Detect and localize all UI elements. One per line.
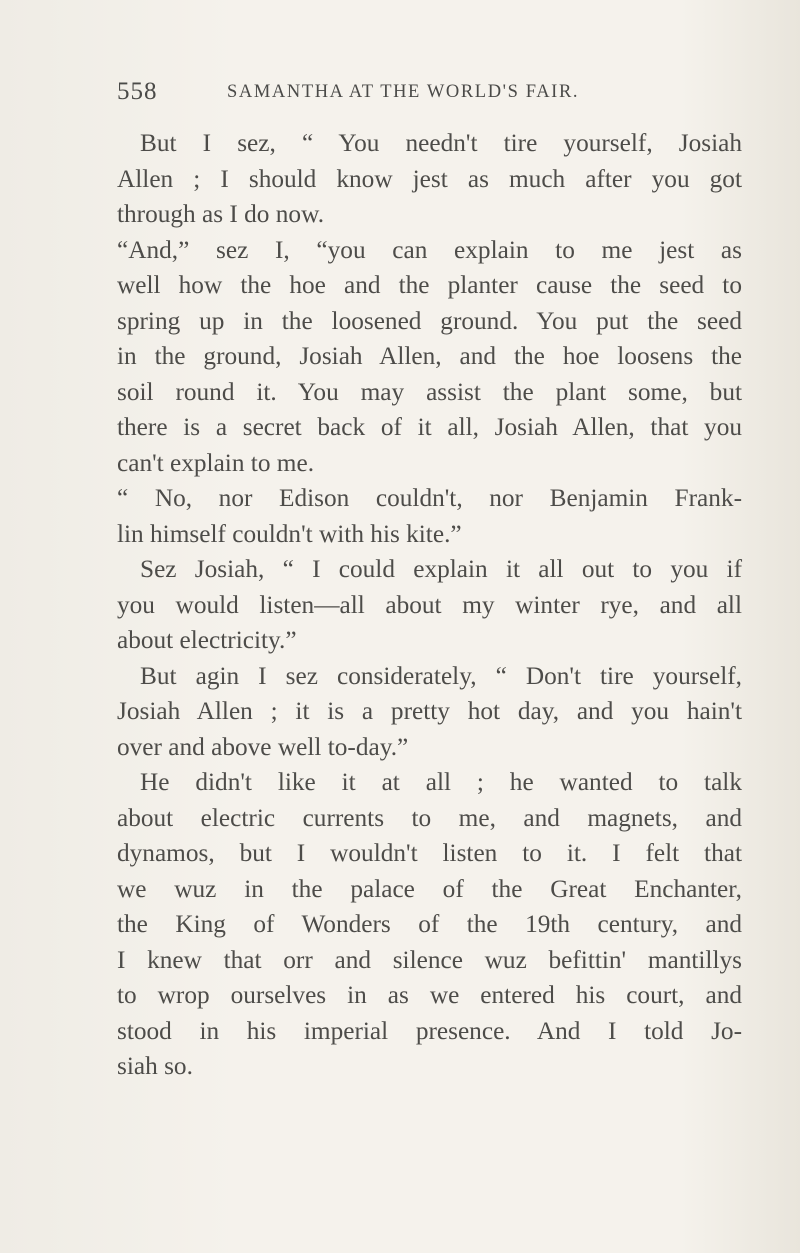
text-line: there is a secret back of it all, Josiah Allen, that you (117, 413, 742, 441)
page-number: 558 (117, 78, 158, 105)
text-line: about electricity.” (117, 626, 297, 654)
text-line: Josiah Allen ; it is a pretty hot day, and you hain't (117, 697, 742, 725)
text-line: spring up in the loosened ground. You put the seed (117, 306, 742, 335)
text-line: siah so. (117, 1052, 193, 1080)
running-title: SAMANTHA AT THE WORLD'S FAIR. (227, 82, 580, 102)
text-line: But I sez, “ You needn't tire yourself, Josiah (140, 129, 742, 157)
text-line: over and above well to-day.” (117, 732, 409, 761)
text-line: “And,” sez I, “you can explain to me jest as (117, 235, 742, 264)
text-line: Allen ; I should know jest as much after you got (117, 164, 742, 193)
text-line: can't explain to me. (117, 448, 315, 477)
text-line: to wrop ourselves in as we entered his court, and (117, 981, 742, 1009)
page-header (117, 78, 637, 118)
text-line: dynamos, but I wouldn't listen to it. I felt that (117, 839, 742, 867)
text-line: lin himself couldn't with his kite.” (117, 519, 462, 548)
text-line: in the ground, Josiah Allen, and the hoe loosens the (117, 342, 742, 370)
text-line: He didn't like it at all ; he wanted to talk (140, 768, 742, 796)
text-line: I knew that orr and silence wuz befittin' mantillys (117, 945, 742, 974)
text-line: the King of Wonders of the 19th century, and (117, 910, 742, 938)
text-line: “ No, nor Edison couldn't, nor Benjamin Frank- (117, 484, 742, 512)
text-line: through as I do now. (117, 200, 325, 228)
text-line: we wuz in the palace of the Great Enchanter, (117, 874, 742, 903)
text-line: Sez Josiah, “ I could explain it all out to you if (140, 555, 742, 583)
body-text (117, 126, 742, 1085)
text-line: soil round it. You may assist the plant some, but (117, 377, 742, 406)
text-line: stood in his imperial presence. And I told Jo- (117, 1016, 742, 1045)
text-line: well how the hoe and the planter cause the seed to (117, 271, 742, 299)
text-line: you would listen—all about my winter rye, and all (117, 590, 742, 619)
text-line: about electric currents to me, and magnets, and (117, 803, 742, 832)
text-line: But agin I sez considerately, “ Don't tire yourself, (140, 661, 742, 690)
